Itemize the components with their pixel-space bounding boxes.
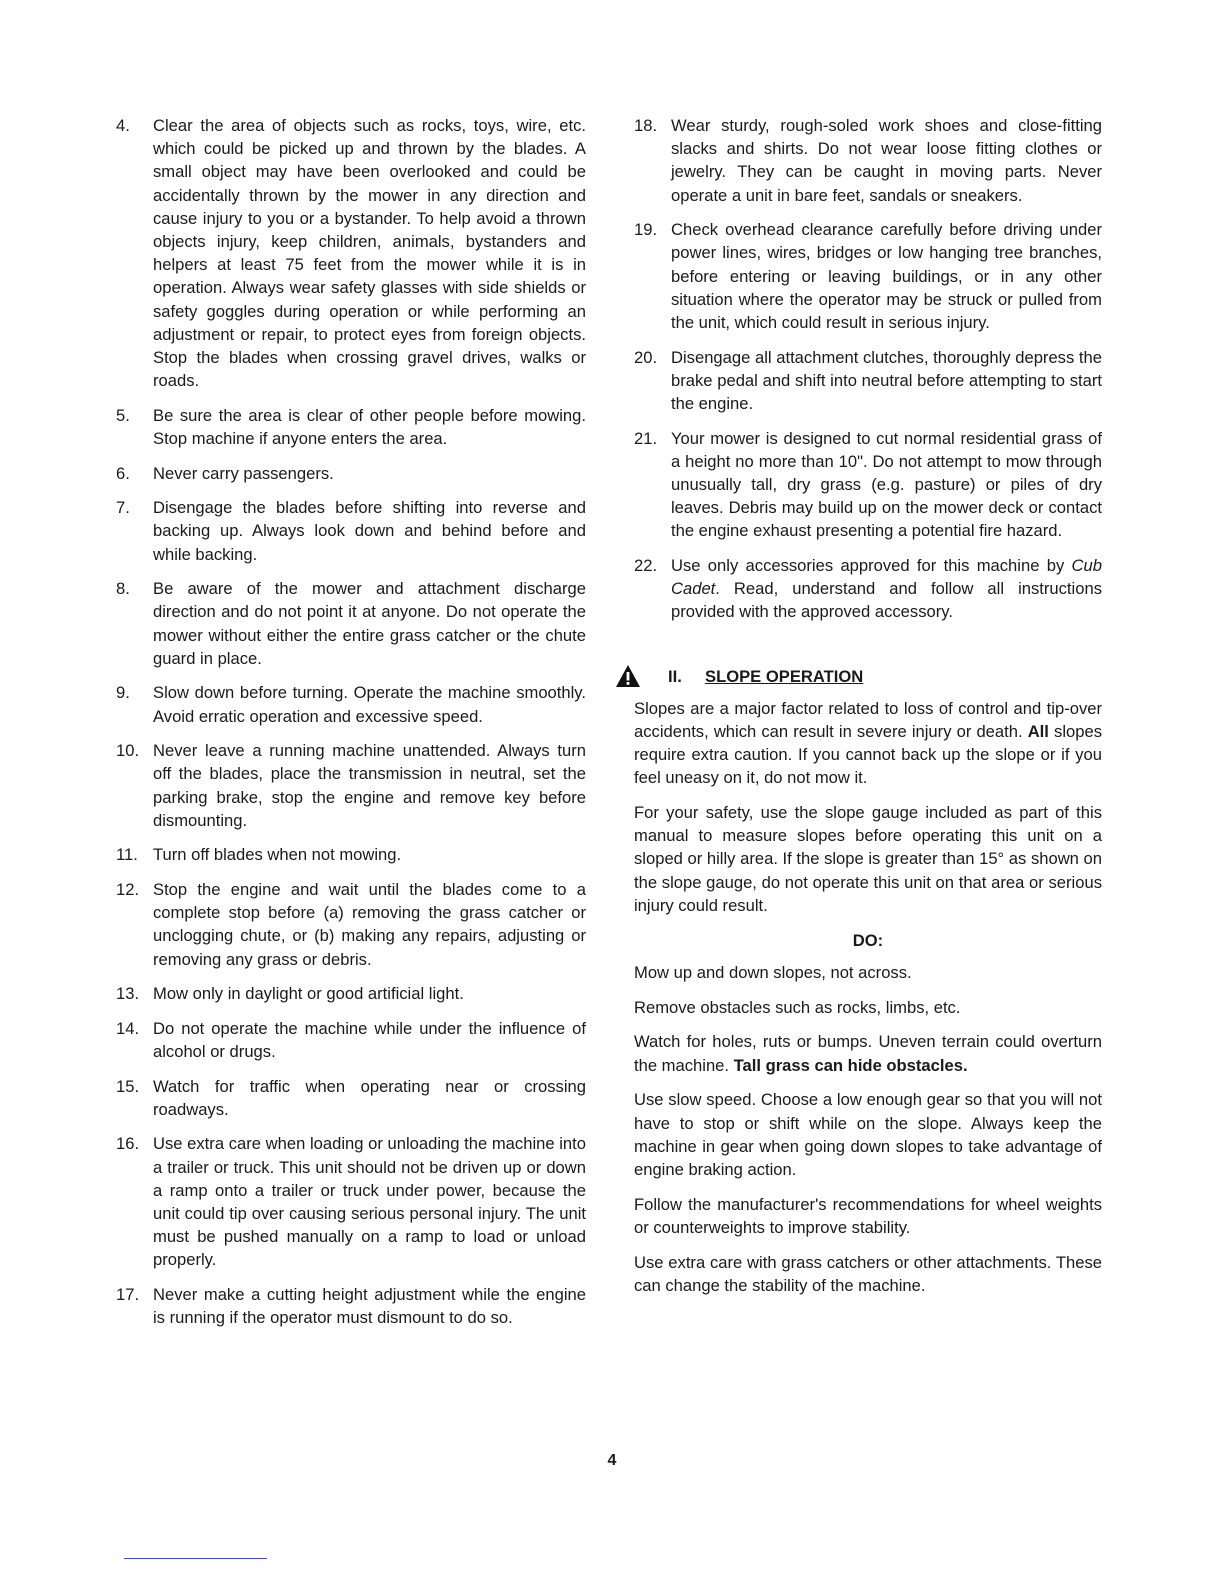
brand-name: Cub Cadet [671,556,1102,599]
rule-number: 8. [116,579,130,599]
do-text-bold: Tall grass can hide obstacles. [733,1055,968,1075]
rule-item [116,1132,586,1271]
section-number: II. [668,666,682,686]
rule-number: 4. [116,116,130,135]
rule-text: Watch for traffic when operating near or crossing roadways. [153,1076,586,1119]
rule-number: 17. [116,1285,140,1305]
rule-number: 5. [116,405,130,425]
do-item: Follow the manufacturer's recommendations for wheel weights or counterweights to improve stability. [634,1194,1102,1238]
safety-rules-list-right [634,114,1102,624]
right-column [634,114,1102,1309]
do-item [634,1030,1102,1076]
rule-text: Stop the engine and wait until the blades come to a complete stop before (a) removing the grass catcher or unclogging chute, or (b) making any repairs, adjusting or removing any grass or debris. [153,880,586,969]
page-number: 4 [607,1452,617,1469]
rule-item [634,346,1102,416]
rule-text: Slow down before turning. Operate the machine smoothly. Avoid erratic operation and excessive speed. [153,683,586,726]
rule-item [634,427,1102,543]
do-item: Use slow speed. Choose a low enough gear so that you will not have to stop or shift while on the slope. Always keep the machine in gear when going down slopes to take advantage of engine braking action. [634,1090,1102,1180]
footnote-rule [124,1558,267,1559]
rule-number: 19. [634,220,658,240]
rule-number: 15. [116,1076,140,1096]
rule-item [634,218,1102,334]
rule-item [116,739,586,832]
section-title: SLOPE OPERATION [705,666,864,686]
rule-text: Be aware of the mower and attachment discharge direction and do not point it at anyone. Do not operate the mower without either the entire grass catcher or the chute guard in place. [153,579,586,668]
rule-text-pre: Use only accessories approved for this machine by [671,556,1072,576]
rule-number: 16. [116,1134,140,1154]
rule-item [116,1075,586,1121]
rule-number: 12. [116,880,140,900]
do-item: Remove obstacles such as rocks, limbs, etc. [634,997,961,1017]
rule-number: 21. [634,428,658,448]
rule-item [116,114,586,392]
rule-text: Never leave a running machine unattended. Always turn off the blades, place the transmission in neutral, set the parking brake, stop the engine and remove key before dismounting. [153,741,586,830]
do-item: Mow up and down slopes, not across. [634,962,912,982]
rule-text: Never carry passengers. [153,463,334,483]
rule-number: 10. [116,741,140,761]
rule-text: Do not operate the machine while under the influence of alcohol or drugs. [153,1018,586,1062]
rule-number: 11. [116,845,138,865]
slope-gauge-paragraph: For your safety, use the slope gauge included as part of this manual to measure slopes before operating this unit on a sloped or hilly area. If the slope is greater than 15° as shown on the slope gauge, do not operate this unit on that area or serious injury could result. [634,803,1102,915]
safety-rules-list-left [116,114,586,1329]
section-heading [634,660,1102,694]
rule-item [116,1283,586,1329]
do-item: Use extra care with grass catchers or other attachments. These can change the stability of the machine. [634,1252,1102,1296]
do-heading: DO: [852,930,884,950]
rule-number: 22. [634,556,658,576]
rule-item [116,681,586,727]
rule-text: Disengage the blades before shifting into reverse and backing up. Always look down and behind before and while backing. [153,498,586,564]
rule-text: Disengage all attachment clutches, thoroughly depress the brake pedal and shift into neutral before attempting to start the engine. [671,347,1102,414]
rule-text: Wear sturdy, rough-soled work shoes and close-fitting slacks and shirts. Do not wear loose fitting clothes or jewelry. They can be caught in moving parts. Never operate a unit in bare feet, sandals or sneakers. [671,116,1102,205]
rule-item [116,982,586,1005]
rule-text: Mow only in daylight or good artificial light. [153,984,464,1004]
rule-text: Never make a cutting height adjustment while the engine is running if the operator must dismount to do so. [153,1285,586,1328]
rule-number: 20. [634,347,658,367]
rule-number: 6. [116,463,130,483]
rule-number: 9. [116,683,130,703]
rule-item [116,843,586,866]
rule-number: 14. [116,1018,140,1038]
rule-text: Use extra care when loading or unloading the machine into a trailer or truck. This unit should not be driven up or down a ramp onto a trailer or truck under power, because the unit could tip over causing serious personal injury. The unit must be pushed manually on a ramp to load or unload properly. [153,1134,586,1270]
rule-item [634,114,1102,207]
rule-text: Be sure the area is clear of other people before mowing. Stop machine if anyone enters the area. [153,405,586,449]
rule-item [116,462,586,485]
rule-item [116,404,586,450]
rule-text: Check overhead clearance carefully before driving under power lines, wires, bridges or low hanging tree branches, before entering or leaving buildings, or in any other situation where the operator may be struck or pulled from the unit, which could result in serious injury. [671,220,1102,333]
intro-text-pre: Slopes are a major factor related to loss of control and tip-over accidents, which can result in severe injury or death. [634,698,1102,741]
do-text-pre: Watch for holes, ruts or bumps. Uneven terrain could overturn the machine. [634,1032,1102,1075]
rule-item [116,577,586,670]
rule-number: 18. [634,116,658,135]
rule-text-post: . Read, understand and follow all instructions provided with the approved accessory. [671,579,1102,622]
rule-item [634,554,1102,624]
rule-item [116,1017,586,1063]
warning-triangle-icon [615,664,641,688]
rule-number: 7. [116,498,130,518]
rule-item [116,496,586,566]
intro-bold: All [1027,721,1049,741]
slope-intro [634,697,1102,790]
intro-text-post: slopes require extra caution. If you cannot back up the slope or if you feel uneasy on it, do not mow it. [634,721,1102,788]
left-column [116,114,586,1341]
rule-text: Your mower is designed to cut normal residential grass of a height no more than 10". Do not attempt to mow through unusually tall, dry grass (e.g. pasture) or piles of dry leaves. Debris may build up on the mower deck or contact the engine exhaust presenting a potential fire hazard. [671,428,1102,541]
rule-number: 13. [116,984,140,1004]
rule-item [116,878,586,971]
rule-text: Turn off blades when not mowing. [153,845,402,865]
rule-text: Clear the area of objects such as rocks, toys, wire, etc. which could be picked up and thrown by the blades. A small object may have been overlooked and could be accidentally thrown by the mower in any direction and cause injury to you or a bystander. To help avoid a thrown objects injury, keep children, animals, bystanders and helpers at least 75 feet from the mower while it is in operation. Always wear safety glasses with side shields or safety goggles during operation or while performing an adjustment or repair, to protect eyes from foreign objects. Stop the blades when crossing gravel drives, walks or roads. [153,116,586,391]
